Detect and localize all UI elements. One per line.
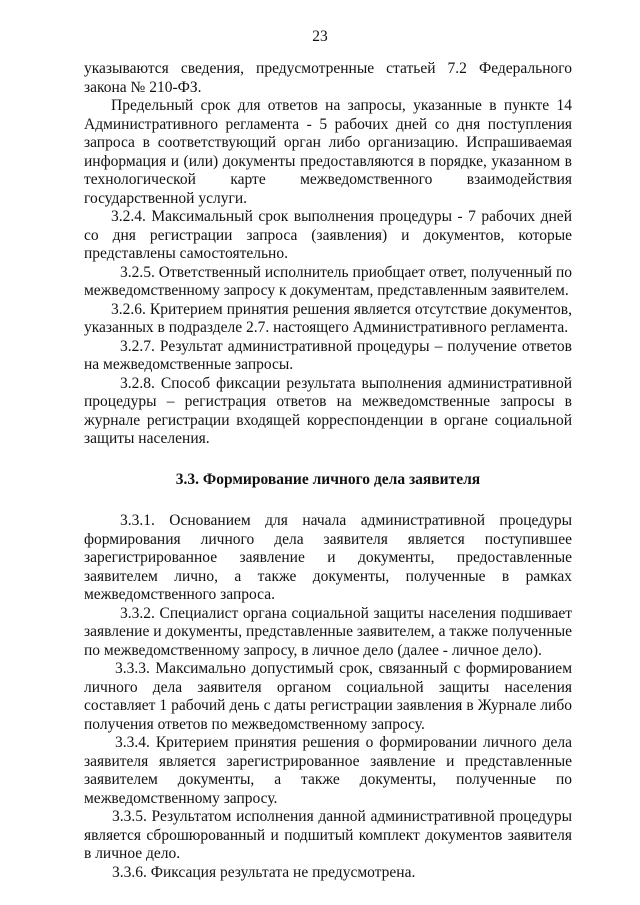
paragraph: 3.3.6. Фиксация результата не предусмотрена.	[112, 863, 416, 881]
paragraph: 3.2.7. Результат административной процедуры – получение ответов на межведомственные запросы.	[84, 337, 572, 373]
paragraph: Предельный срок для ответов на запросы, указанные в пункте 14 Административного регламента - 5 рабочих дней со дня поступления запроса в соответствующий орган либо организацию. Испрашиваемая информация и (или) документы предоставляются в порядке, указанном в технологической карте межведомственного взаимодействия государственной услуги.	[84, 97, 572, 207]
paragraph: 3.3.1. Основанием для начала административной процедуры формирования личного дела заявителя является поступившее зарегистрированное заявление и документы, предоставленные заявителем лично, а также документы, полученные в рамках межведомственного запроса.	[84, 512, 572, 603]
document-body	[84, 60, 572, 882]
paragraph: 3.2.4. Максимальный срок выполнения процедуры - 7 рабочих дней со дня регистрации запроса (заявления) и документов, которые представлены самостоятельно.	[84, 208, 572, 262]
paragraph: 3.3.4. Критерием принятия решения о формировании личного дела заявителя является зарегистрированное заявление и представленные заявителем документы, а также документы, полученные по межведомственному запросу.	[84, 734, 572, 807]
paragraph: 3.2.8. Способ фиксации результата выполнения административной процедуры – регистрация ответов на межведомственные запросы в журнале регистрации входящей корреспонденции в органе социальной защиты населения.	[84, 374, 572, 447]
paragraph: 3.2.5. Ответственный исполнитель приобщает ответ, полученный по межведомственному запросу к документам, представленным заявителем.	[84, 263, 572, 299]
paragraph: 3.3.2. Специалист органа социальной защиты населения подшивает заявление и документы, представленные заявителем, а также полученные по межведомственному запросу, в личное дело (далее - личное дело).	[84, 604, 572, 659]
paragraph: указываются сведения, предусмотренные статьей 7.2 Федерального закона № 210-ФЗ.	[84, 60, 572, 96]
paragraph: 3.3.5. Результатом исполнения данной административной процедуры является сброшюрованный и подшитый комплект документов заявителя в личное дело.	[84, 808, 572, 862]
section-heading: 3.3. Формирование личного дела заявителя	[175, 470, 481, 488]
page-number: 23	[312, 28, 328, 45]
paragraph: 3.3.3. Максимально допустимый срок, связанный с формированием личного дела заявителя органом социальной защиты населения составляет 1 рабочий день с даты регистрации заявления в Журнале либо получения ответов по межведомственному запросу.	[84, 660, 572, 733]
paragraph: 3.2.6. Критерием принятия решения является отсутствие документов, указанных в подразделе 2.7. настоящего Административного регламента.	[84, 300, 572, 336]
